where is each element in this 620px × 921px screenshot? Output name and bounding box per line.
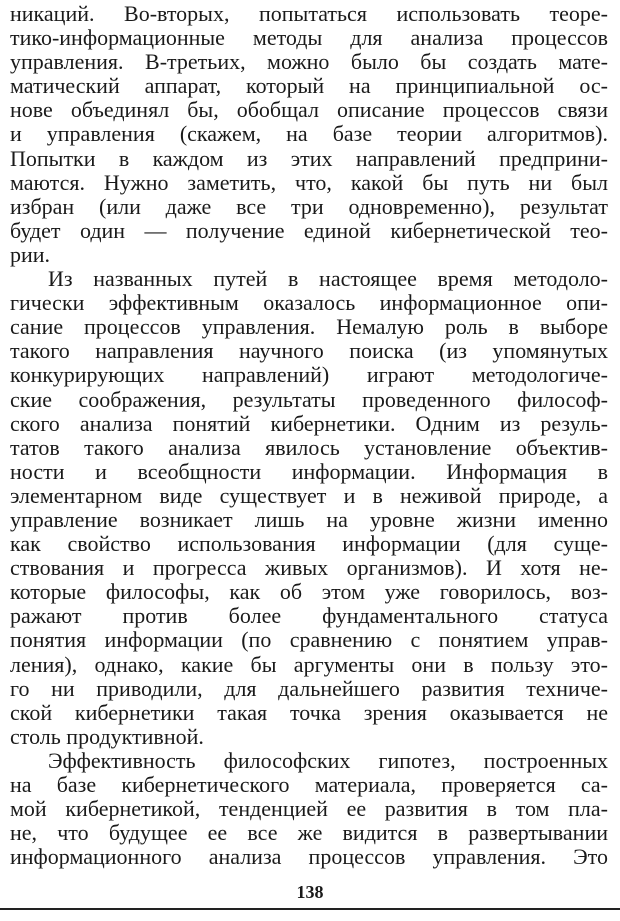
text-line: мой кибернетикой, тенденцией ее развития в том пла- bbox=[10, 796, 608, 822]
text-line: матический аппарат, который на принципиальной ос- bbox=[10, 73, 608, 99]
text-line: управления. В-третьих, можно было бы создать мате- bbox=[10, 49, 608, 75]
text-line: избран (или даже все три одновременно), результат bbox=[10, 193, 608, 219]
text-line: го ни приводили, для дальнейшего развития техниче- bbox=[10, 675, 608, 701]
text-line: столь продуктивной. bbox=[10, 723, 204, 749]
text-line: управление возникает лишь на уровне жизни именно bbox=[10, 506, 608, 532]
text-line: ления), однако, какие бы аргументы они в пользу это- bbox=[10, 651, 608, 677]
text-line: маются. Нужно заметить, что, какой бы путь ни был bbox=[10, 169, 608, 195]
text-line: ской кибернетики такая точка зрения оказывается не bbox=[10, 699, 608, 725]
bottom-rule bbox=[0, 908, 620, 910]
paragraph-start-line: Из названных путей в настоящее время методоло- bbox=[48, 266, 608, 292]
text-line: ражают против более фундаментального статуса bbox=[10, 603, 608, 629]
text-line: элементарном виде существует и в неживой природе, а bbox=[10, 482, 608, 508]
text-line: понятия информации (по сравнению с понятием управ- bbox=[10, 627, 608, 653]
text-line: не, что будущее ее все же видится в развертывании bbox=[10, 820, 608, 846]
text-line: ности и всеобщности информации. Информация в bbox=[10, 458, 608, 484]
text-line: конкурирующих направлений) играют методологиче- bbox=[10, 362, 608, 388]
text-line: рии. bbox=[10, 241, 51, 267]
text-line: на базе кибернетического материала, проверяется са- bbox=[10, 772, 608, 797]
text-line: и управления (скажем, на базе теории алгоритмов). bbox=[10, 121, 608, 147]
text-line: будет один — получение единой кибернетической тео- bbox=[10, 217, 608, 243]
text-line: ские соображения, результаты проведенного философ- bbox=[10, 386, 608, 412]
text-line: как свойство использования информации (для суще- bbox=[10, 531, 608, 557]
text-line: татов такого анализа явилось установление объектив- bbox=[10, 434, 608, 460]
page-number: 138 bbox=[296, 882, 324, 902]
text-line: тико-информационные методы для анализа процессов bbox=[10, 25, 608, 51]
text-line: гически эффективным оказалось информационное опи- bbox=[10, 290, 608, 316]
paragraph-start-line: Эффективность философских гипотез, построенных bbox=[48, 747, 608, 773]
text-line: никаций. Во-вторых, попытаться использовать теоре- bbox=[10, 1, 608, 26]
text-line: ствования и прогресса живых организмов). И хотя не- bbox=[10, 555, 608, 581]
text-line: которые философы, как об этом уже говорилось, воз- bbox=[10, 579, 608, 605]
text-line: ского анализа понятий кибернетики. Одним из резуль- bbox=[10, 410, 608, 436]
page-body-text bbox=[10, 2, 608, 869]
text-line: Попытки в каждом из этих направлений предприни- bbox=[10, 145, 608, 171]
text-line: нове объединял бы, обобщал описание процессов связи bbox=[10, 97, 608, 123]
text-line: сание процессов управления. Немалую роль в выборе bbox=[10, 314, 608, 340]
text-line: информационного анализа процессов управления. Это bbox=[10, 844, 608, 870]
text-line: такого направления научного поиска (из упомянутых bbox=[10, 338, 608, 364]
